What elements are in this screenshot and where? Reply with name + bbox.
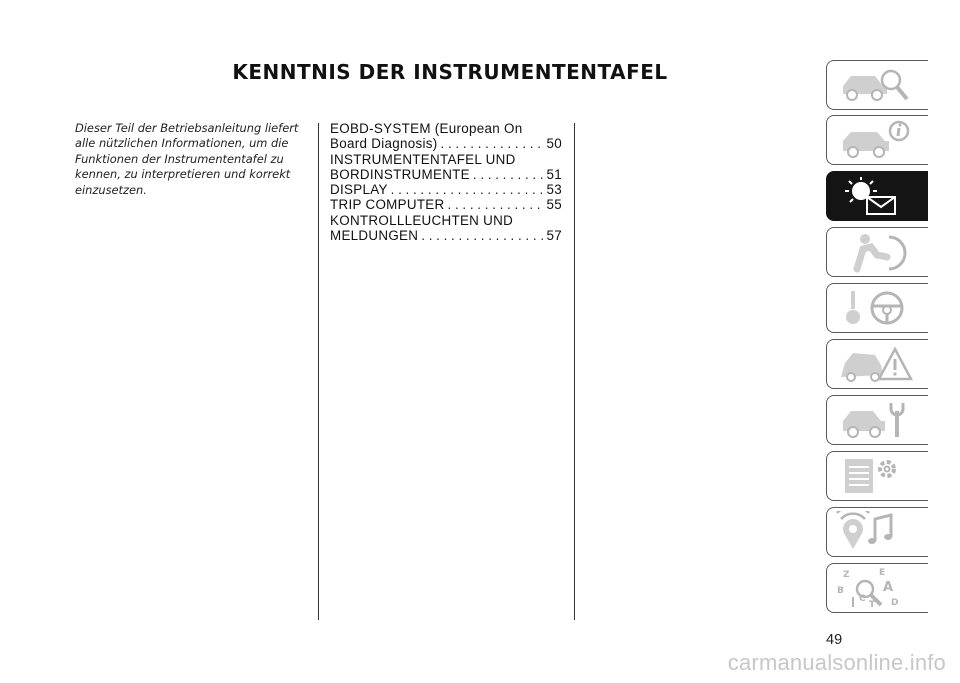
chapter-tab-multimedia[interactable] <box>826 507 928 557</box>
specs-gear-icon <box>835 455 921 497</box>
intro-line: einzusetzen. <box>75 182 147 197</box>
car-search-icon <box>835 64 921 106</box>
chapter-tab-safety[interactable] <box>826 227 928 277</box>
page-number: 49 <box>826 632 843 648</box>
car-wrench-icon <box>835 399 921 441</box>
intro-line: kennen, zu interpretieren und korrekt <box>75 167 291 182</box>
toc-entry-line: MELDUNGEN . . . 57 <box>330 228 562 243</box>
chapter-tab-emergency[interactable] <box>826 339 928 389</box>
column-divider-right <box>574 123 575 620</box>
chapter-tab-index[interactable] <box>826 563 928 613</box>
toc-entry-line: EOBD-SYSTEM (European On <box>330 121 523 136</box>
toc-page-number: 55 <box>546 197 562 213</box>
toc-entry[interactable] <box>330 197 562 212</box>
toc-entry-line: BORDINSTRUMENTE . . . 51 <box>330 167 562 182</box>
intro-line: Funktionen der Instrumententafel zu <box>75 151 284 166</box>
toc-page-number: 51 <box>546 166 562 182</box>
table-of-contents <box>330 121 562 243</box>
index-letter: D <box>891 598 899 608</box>
intro-line: Dieser Teil der Betriebsanleitung liefert <box>75 121 299 135</box>
column-divider-left <box>318 123 319 620</box>
toc-entry[interactable] <box>330 182 562 197</box>
toc-entry-line: TRIP COMPUTER . . . 55 <box>330 197 562 212</box>
chapter-tab-maintenance[interactable] <box>826 395 928 445</box>
alphabetical-index-icon <box>835 567 921 609</box>
toc-entry-line: INSTRUMENTENTAFEL UND <box>330 151 516 167</box>
index-letter: Z <box>843 570 850 580</box>
toc-leader-dots <box>448 197 545 212</box>
airbag-seat-icon <box>835 231 921 273</box>
intro-paragraph <box>75 121 300 198</box>
index-letter: E <box>879 568 886 578</box>
chapter-tab-car-info[interactable] <box>826 115 928 165</box>
toc-leader-dots <box>391 182 545 197</box>
warning-light-message-icon <box>835 175 921 217</box>
car-info-icon <box>835 119 921 161</box>
index-letter: T <box>869 600 876 609</box>
toc-page-number: 53 <box>546 182 562 198</box>
index-letter: A <box>883 580 894 595</box>
toc-entry-line: KONTROLLLEUCHTEN UND <box>330 212 514 228</box>
toc-entry-line: Board Diagnosis) . . . 50 <box>330 136 562 151</box>
toc-leader-dots <box>441 136 545 151</box>
toc-page-number: 50 <box>546 136 562 152</box>
watermark: carmanualsonline.info <box>727 650 946 675</box>
toc-entry-line: DISPLAY . . . 53 <box>330 182 562 197</box>
toc-page-number: 57 <box>546 228 562 244</box>
intro-line: alle nützlichen Informationen, um die <box>75 136 289 151</box>
toc-entry[interactable] <box>330 213 562 244</box>
page-title: KENNTNIS DER INSTRUMENTENTAFEL <box>232 60 668 84</box>
chapter-tab-starting-driving[interactable] <box>826 283 928 333</box>
index-letter: B <box>837 586 844 596</box>
toc-leader-dots <box>421 228 544 243</box>
toc-leader-dots <box>473 167 545 182</box>
chapter-tab-technical-data[interactable] <box>826 451 928 501</box>
toc-entry[interactable] <box>330 121 562 152</box>
multimedia-icon <box>835 511 921 553</box>
chapter-tab-car-search[interactable] <box>826 60 928 110</box>
toc-entry[interactable] <box>330 152 562 183</box>
car-breakdown-icon <box>835 343 921 385</box>
chapter-tab-instrument-panel[interactable] <box>826 171 928 221</box>
key-steering-wheel-icon <box>835 287 921 329</box>
index-letter: C <box>859 594 866 604</box>
